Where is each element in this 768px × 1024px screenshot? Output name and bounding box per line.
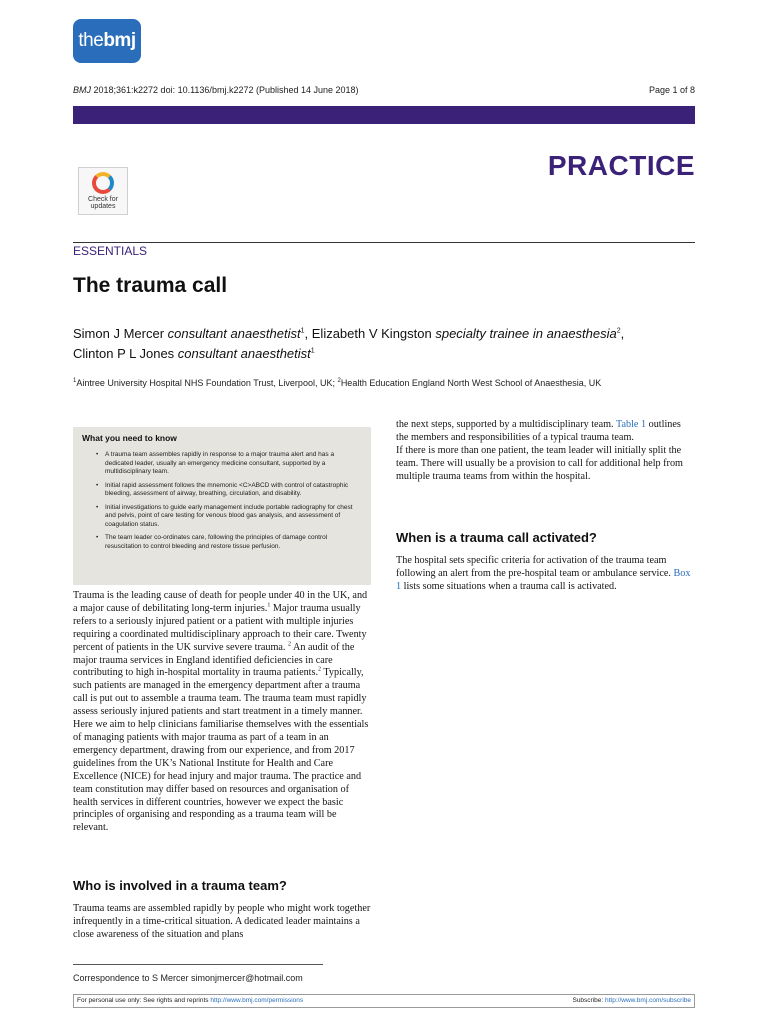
paragraph-activation xyxy=(396,555,695,594)
check-updates-line1: Check for xyxy=(88,196,118,203)
category-label: ESSENTIALS xyxy=(73,244,148,258)
body-column-right xyxy=(396,419,695,484)
journal-name: BMJ xyxy=(73,85,91,95)
citation-line xyxy=(73,85,695,95)
author-2-affil: 2 xyxy=(616,327,621,335)
affil-1-num: 1 xyxy=(73,378,77,384)
key-points-title: What you need to know xyxy=(82,433,177,443)
text-run: Typically, such patients are managed in the emergency department after a trauma call is put out to assemble a trauma team. The trauma team must rapidly assess seriously injured patients and start treatment in a timely manner. xyxy=(73,667,367,718)
footer-rights-text: For personal use only: See rights and reprints xyxy=(77,997,211,1004)
correspondence: Correspondence to S Mercer simonjmercer@hotmail.com xyxy=(73,973,303,983)
affiliations xyxy=(73,378,713,388)
paragraph-teams: Trauma teams are assembled rapidly by people who might work together infrequently in a time-critical situation. A dedicated leader maintains a close awareness of the situation and plans xyxy=(73,903,371,940)
author-list: Simon J Mercer consultant anaesthetist$^1$, Elizabeth V Kingston specialty trainee in anaesthesia$^2$, Clinton P L Jones consultant anaesthetist$^1$ xyxy=(73,326,625,361)
header-bar xyxy=(73,106,695,124)
text-run: An audit of the major trauma services in England identified deficiencies in care contributing to high in-hospital mortality in trauma patients. xyxy=(73,641,355,679)
section-label: PRACTICE xyxy=(547,150,695,181)
reference-link[interactable]: 1 xyxy=(267,602,271,609)
heading-when-activated: When is a trauma call activated? xyxy=(396,530,597,545)
paragraph-next-steps xyxy=(396,419,695,445)
author-2-role: specialty trainee in anaesthesia xyxy=(435,326,617,341)
text-run: outlines the members and responsibilities of a typical trauma team. xyxy=(396,419,681,443)
correspondence-divider xyxy=(73,964,323,965)
heading-who-is-involved: Who is involved in a trauma team? xyxy=(73,878,287,893)
permissions-link[interactable]: http://www.bmj.com/permissions xyxy=(210,997,304,1004)
reference-link[interactable]: 2 xyxy=(288,641,291,648)
citation-text: 2018;361:k2272 doi: 10.1136/bmj.k2272 (Published 14 June 2018) xyxy=(91,85,359,95)
key-points-list xyxy=(82,451,362,551)
reference-link[interactable]: 2 xyxy=(318,667,322,674)
text-run: the next steps, supported by a multidisciplinary team. xyxy=(396,419,616,430)
logo-the: the xyxy=(78,30,104,51)
key-point: • Initial investigations to guide early management include portable radiography for chest and pelvis, point of care testing for venous blood gas analysis, and assessment of coagulation status. xyxy=(82,504,362,530)
author-3-affil: 1 xyxy=(310,347,315,355)
page-number: Page 1 of 8 xyxy=(648,85,695,95)
key-point: • Initial rapid assessment follows the mnemonic <C>ABCD with control of catastrophic bleeding, assessment of airway, breathing, circulation, and disability. xyxy=(82,482,362,499)
paragraph-aim: Here we aim to help clinicians familiarise themselves with the essentials of managing patients with major trauma as part of a team in an emergency department, drawing from our experience, and from 2017 guidelines from the UK’s National Institute for Health and Care Excellence (NICE) for head injury and major trauma. The practice and team constitution may differ based on resources and organisation of health services in different countries, however we expect the basic principles of organising and responding as a trauma team will be relevant. xyxy=(73,719,369,834)
box-1-link[interactable]: Box 1 xyxy=(396,567,691,592)
author-1-role: consultant anaesthetist xyxy=(167,326,301,341)
footer-bar xyxy=(73,994,695,1008)
author-1-affil: 1 xyxy=(300,327,305,335)
category-divider xyxy=(73,242,695,243)
key-points-box xyxy=(73,427,371,585)
affil-2-num: 2 xyxy=(337,378,341,384)
text-run: lists some situations when a trauma call is activated. xyxy=(401,580,617,592)
author-2-name: , Elizabeth V Kingston xyxy=(304,326,436,341)
logo-bmj: bmj xyxy=(103,30,136,51)
check-for-updates-badge[interactable] xyxy=(78,167,128,215)
subscribe-link[interactable]: http://www.bmj.com/subscribe xyxy=(605,997,691,1004)
paragraph-multiple-patients: If there is more than one patient, the team leader will initially split the team. There will usually be a provision to call for additional help from multiple trauma teams from within the hospital. xyxy=(396,444,683,482)
body-column-right-lower xyxy=(396,555,695,594)
table-1-link[interactable]: Table 1 xyxy=(615,419,647,430)
footer-subscribe xyxy=(572,995,691,1007)
body-column-left xyxy=(73,590,373,835)
article-title: The trauma call xyxy=(73,274,228,297)
affil-2-text: Health Education England North West School of Anaesthesia, UK xyxy=(340,378,602,388)
crossmark-icon xyxy=(92,172,114,194)
text-run: Trauma is the leading cause of death for people under 40 in the UK, and a major cause of debilitating long-term injuries. xyxy=(73,590,368,614)
text-run: Major trauma usually refers to a seriously injured patient or a patient with multiple injuries requiring a coordinated multidisciplinary approach to their care. Twenty percent of patients in the UK survive severe trauma. xyxy=(73,602,367,653)
author-3-role: consultant anaesthetist xyxy=(177,346,311,361)
footer-subscribe-text: Subscribe: xyxy=(572,997,606,1004)
key-point: • The team leader co-ordinates care, following the principles of damage control resuscitation to control bleeding and restore tissue perfusion. xyxy=(82,534,362,551)
author-3-name: Clinton P L Jones xyxy=(73,346,178,361)
bmj-logo[interactable] xyxy=(73,19,141,63)
key-point: • A trauma team assembles rapidly in response to a major trauma alert and has a dedicated leader, usually an emergency medicine consultant, supported by a multidisciplinary team. xyxy=(82,451,362,477)
author-1-name: Simon J Mercer xyxy=(73,326,168,341)
body-column-left-lower xyxy=(73,903,373,942)
check-updates-line2: updates xyxy=(90,203,116,210)
text-run: The hospital sets specific criteria for activation of the trauma team following an alert from the pre-hospital team or ambulance service. xyxy=(396,555,674,579)
affil-1-text: Aintree University Hospital NHS Foundation Trust, Liverpool, UK; xyxy=(76,378,338,388)
paragraph-intro xyxy=(73,590,373,719)
